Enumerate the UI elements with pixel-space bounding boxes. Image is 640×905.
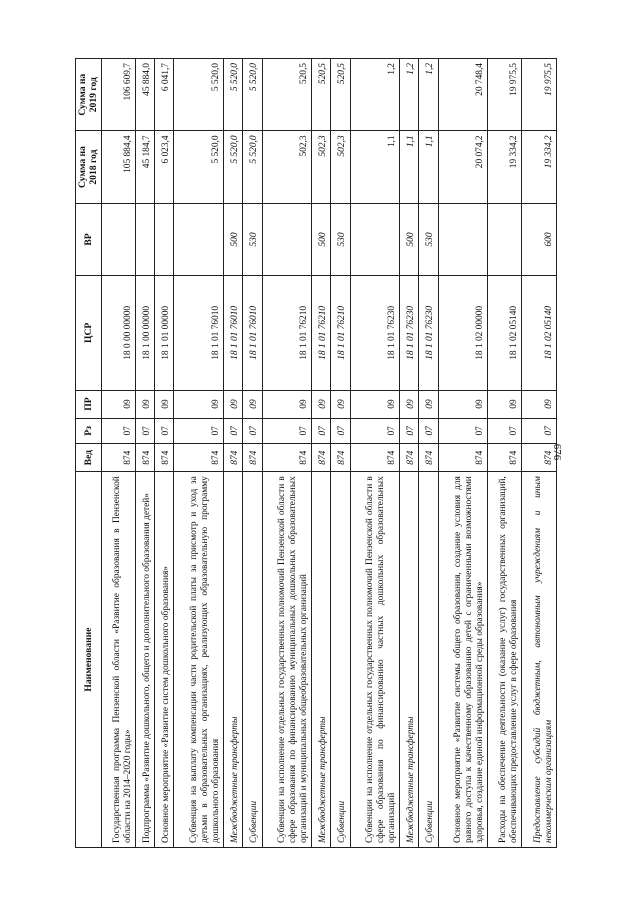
table-row [262, 59, 312, 848]
header-csr: ЦСР [76, 276, 102, 390]
table-row [522, 59, 557, 848]
page-number: 676 [551, 443, 563, 461]
row-name: Субвенция на выплату компенсации части родительской платы за присмотр и уход за детьми в образовательных организациях, реализующих образовательную программу дошкольного образования [174, 472, 224, 848]
row-ved: 874 [136, 444, 155, 472]
row-sum-2018: 19 334,2 [488, 131, 522, 203]
row-vr: 600 [522, 203, 557, 275]
row-rz: 07 [243, 418, 262, 444]
row-name: Предоставление субсидий бюджетным, автономным учреждениям и иным некоммерческим организациям [522, 472, 557, 848]
row-vr: 500 [312, 203, 331, 275]
row-sum-2019: 19 975,5 [488, 59, 522, 131]
row-csr: 18 1 01 76010 [243, 276, 262, 390]
row-sum-2019: 6 041,7 [155, 59, 174, 131]
row-name: Расходы на обеспечение деятельности (оказание услуг) государственных организаций, обеспечивающих предоставление услуг в сфере образования [488, 472, 522, 848]
row-ved: 874 [262, 444, 312, 472]
table-body [101, 59, 556, 848]
row-vr: 530 [331, 203, 350, 275]
row-name: Субвенции [331, 472, 350, 848]
row-csr: 18 0 00 00000 [101, 276, 135, 390]
row-vr: 530 [243, 203, 262, 275]
row-sum-2019: 1,2 [400, 59, 419, 131]
row-ved: 874 [331, 444, 350, 472]
row-name: Основное мероприятие «Развитие системы общего образования, создание условия для равного доступа к качественному образованию детей с ограниченными возможностями здоровья, создание единой информационной среды образования» [438, 472, 488, 848]
row-sum-2018: 45 184,7 [136, 131, 155, 203]
table-row [155, 59, 174, 848]
row-ved: 874 [243, 444, 262, 472]
row-name: Подпрограмма «Развитие дошкольного, общего и дополнительного образования детей» [136, 472, 155, 848]
row-ved: 874 [400, 444, 419, 472]
table-row [419, 59, 438, 848]
table-row [312, 59, 331, 848]
row-vr [438, 203, 488, 275]
row-sum-2018: 5 520,0 [243, 131, 262, 203]
row-rz: 07 [136, 418, 155, 444]
row-csr: 18 1 01 76010 [174, 276, 224, 390]
row-rz: 07 [350, 418, 400, 444]
row-pr: 09 [438, 390, 488, 418]
row-csr: 18 1 01 76210 [312, 276, 331, 390]
row-name: Государственная программа Пензенской области «Развитие образования в Пензенской области на 2014–2020 годы» [101, 472, 135, 848]
row-pr: 09 [488, 390, 522, 418]
row-sum-2019: 19 975,5 [522, 59, 557, 131]
row-sum-2019: 5 520,0 [243, 59, 262, 131]
row-ved: 874 [174, 444, 224, 472]
row-pr: 09 [312, 390, 331, 418]
row-ved: 874 [101, 444, 135, 472]
row-rz: 07 [224, 418, 243, 444]
header-sum-2019: Сумма на 2019 год [76, 59, 102, 131]
row-vr [101, 203, 135, 275]
row-sum-2018: 5 520,0 [224, 131, 243, 203]
row-csr: 18 1 02 05140 [522, 276, 557, 390]
row-pr: 09 [331, 390, 350, 418]
row-sum-2019: 5 520,0 [224, 59, 243, 131]
row-csr: 18 1 01 76230 [350, 276, 400, 390]
row-sum-2018: 5 520,0 [174, 131, 224, 203]
table-row [488, 59, 522, 848]
row-csr: 18 1 01 76210 [331, 276, 350, 390]
row-vr [262, 203, 312, 275]
row-vr: 530 [419, 203, 438, 275]
row-pr: 09 [419, 390, 438, 418]
row-rz: 07 [522, 418, 557, 444]
row-name: Межбюджетные трансферты [400, 472, 419, 848]
row-ved: 874 [312, 444, 331, 472]
table-row [400, 59, 419, 848]
header-vr: ВР [76, 203, 102, 275]
row-vr [136, 203, 155, 275]
row-rz: 07 [438, 418, 488, 444]
row-vr: 500 [400, 203, 419, 275]
budget-table [75, 58, 557, 848]
header-ved: Вед [76, 444, 102, 472]
row-name: Межбюджетные трансферты [224, 472, 243, 848]
row-name: Субвенции на исполнение отдельных государственных полномочий Пензенской области в сфере образования по финансированию муниципальных дошкольных образовательных организаций и муниципальных общеобразовательных организаций [262, 472, 312, 848]
row-sum-2019: 1,2 [419, 59, 438, 131]
row-csr: 18 1 00 00000 [136, 276, 155, 390]
row-name: Субвенции на исполнение отдельных государственных полномочий Пензенской области в сфере образования по финансированию частных дошкольных образовательных организаций [350, 472, 400, 848]
row-vr [350, 203, 400, 275]
row-sum-2019: 520,5 [312, 59, 331, 131]
table-row [243, 59, 262, 848]
rotated-table-wrapper [75, 58, 557, 848]
header-sum-2018: Сумма на 2018 год [76, 131, 102, 203]
row-sum-2018: 19 334,2 [522, 131, 557, 203]
row-sum-2018: 1,1 [350, 131, 400, 203]
row-sum-2018: 502,3 [331, 131, 350, 203]
row-pr: 09 [101, 390, 135, 418]
row-vr: 500 [224, 203, 243, 275]
row-rz: 07 [174, 418, 224, 444]
row-sum-2018: 20 074,2 [438, 131, 488, 203]
row-csr: 18 1 01 76010 [224, 276, 243, 390]
row-pr: 09 [522, 390, 557, 418]
row-vr [174, 203, 224, 275]
header-pr: ПР [76, 390, 102, 418]
row-ved: 874 [155, 444, 174, 472]
row-csr: 18 1 02 05140 [488, 276, 522, 390]
row-pr: 09 [224, 390, 243, 418]
row-pr: 09 [350, 390, 400, 418]
row-sum-2018: 502,3 [312, 131, 331, 203]
row-sum-2018: 6 023,4 [155, 131, 174, 203]
row-name: Межбюджетные трансферты [312, 472, 331, 848]
table-row [101, 59, 135, 848]
table-row [174, 59, 224, 848]
row-pr: 09 [243, 390, 262, 418]
row-rz: 07 [488, 418, 522, 444]
row-name: Субвенции [243, 472, 262, 848]
header-rz: Рз [76, 418, 102, 444]
row-rz: 07 [262, 418, 312, 444]
table-row [438, 59, 488, 848]
row-rz: 07 [331, 418, 350, 444]
row-ved: 874 [522, 444, 557, 472]
row-sum-2018: 502,3 [262, 131, 312, 203]
row-pr: 09 [262, 390, 312, 418]
row-ved: 874 [488, 444, 522, 472]
row-rz: 07 [101, 418, 135, 444]
row-sum-2019: 106 609,7 [101, 59, 135, 131]
row-rz: 07 [312, 418, 331, 444]
header-name: Наименование [76, 472, 102, 848]
row-csr: 18 1 01 76210 [262, 276, 312, 390]
row-ved: 874 [224, 444, 243, 472]
table-header-row [76, 59, 102, 848]
row-csr: 18 1 01 76230 [419, 276, 438, 390]
row-csr: 18 1 01 00000 [155, 276, 174, 390]
row-sum-2019: 5 520,0 [174, 59, 224, 131]
row-pr: 09 [400, 390, 419, 418]
row-name: Основное мероприятие «Развитие систем дошкольного образования» [155, 472, 174, 848]
row-sum-2019: 20 748,4 [438, 59, 488, 131]
row-rz: 07 [400, 418, 419, 444]
row-sum-2019: 1,2 [350, 59, 400, 131]
row-rz: 07 [155, 418, 174, 444]
row-sum-2018: 105 884,4 [101, 131, 135, 203]
table-row [136, 59, 155, 848]
table-row [331, 59, 350, 848]
row-pr: 09 [174, 390, 224, 418]
table-row [224, 59, 243, 848]
row-ved: 874 [438, 444, 488, 472]
row-name: Субвенции [419, 472, 438, 848]
row-csr: 18 1 02 00000 [438, 276, 488, 390]
row-vr [488, 203, 522, 275]
row-sum-2019: 45 884,0 [136, 59, 155, 131]
row-vr [155, 203, 174, 275]
row-rz: 07 [419, 418, 438, 444]
row-sum-2019: 520,5 [331, 59, 350, 131]
table-row [350, 59, 400, 848]
row-csr: 18 1 01 76230 [400, 276, 419, 390]
row-ved: 874 [419, 444, 438, 472]
row-sum-2018: 1,1 [419, 131, 438, 203]
row-pr: 09 [155, 390, 174, 418]
row-sum-2018: 1,1 [400, 131, 419, 203]
row-sum-2019: 520,5 [262, 59, 312, 131]
row-ved: 874 [350, 444, 400, 472]
row-pr: 09 [136, 390, 155, 418]
